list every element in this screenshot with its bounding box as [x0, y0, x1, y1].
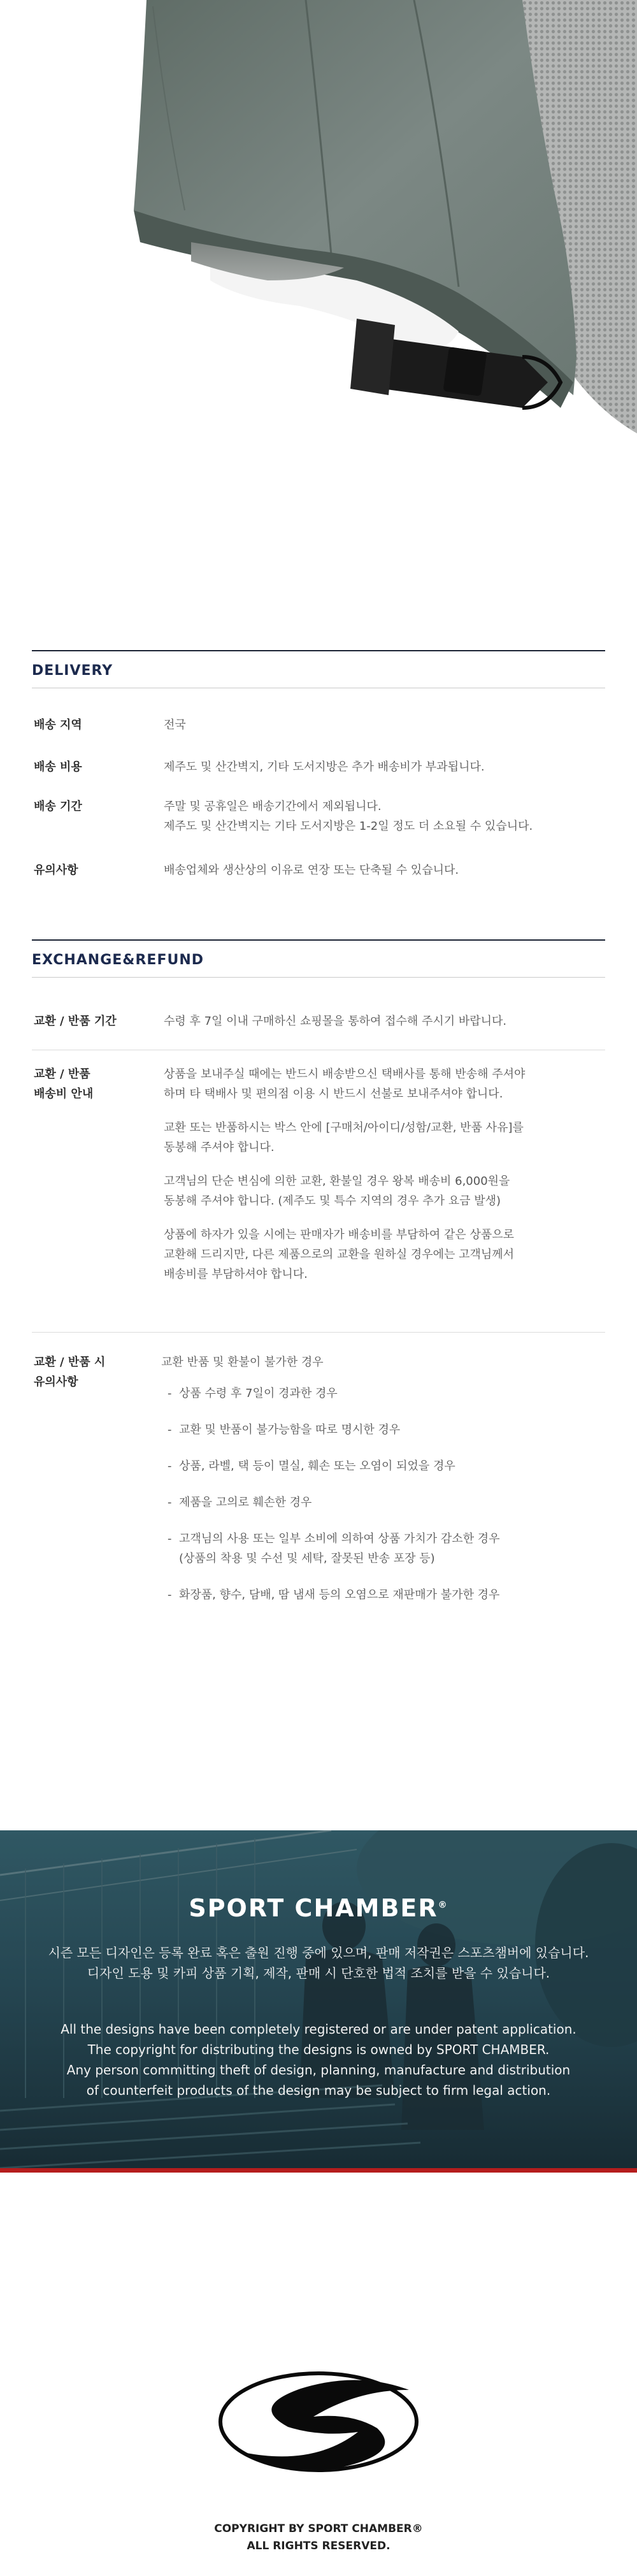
delivery-cost-label: 배송 비용 — [34, 760, 82, 774]
s-swoosh-logo-icon — [218, 2371, 419, 2473]
product-photo — [0, 0, 637, 484]
delivery-notice-label: 유의사항 — [34, 864, 78, 877]
delivery-period-value — [164, 797, 610, 836]
banner-brand-text: SPORT CHAMBER — [189, 1894, 438, 1922]
fee-text: 하며 타 택배사 및 편의점 이용 시 반드시 선불로 보내주셔야 합니다. — [164, 1087, 503, 1101]
exchange-caution-label-line: 교환 / 반품 시 — [34, 1356, 106, 1369]
exchange-fee-label-line: 교환 / 반품 — [34, 1067, 90, 1081]
fee-text: 상품을 보내주실 때에는 반드시 배송받으신 택배사를 통해 반송해 주셔야 — [164, 1067, 526, 1081]
banner-brand — [0, 1894, 637, 1922]
copyright-banner — [0, 1830, 637, 2172]
exchange-fee-label — [34, 1064, 148, 1104]
caution-item-sub: (상품의 착용 및 수선 및 세탁, 잘못된 반송 포장 등) — [179, 1552, 435, 1565]
banner-background-image — [0, 1830, 637, 2172]
exchange-period-label: 교환 / 반품 기간 — [34, 1015, 117, 1028]
caution-item — [161, 1529, 607, 1568]
delivery-area-value: 전국 — [164, 718, 186, 732]
exchange-section-header — [32, 939, 605, 978]
banner-english-line: Any person committing theft of design, planning, manufacture and distribution — [66, 2062, 571, 2078]
caution-intro: 교환 반품 및 환불이 불가한 경우 — [161, 1356, 324, 1369]
caution-item: - 상품, 라벨, 택 등이 멸실, 훼손 또는 오염이 되었을 경우 — [161, 1456, 607, 1476]
exchange-period-value: 수령 후 7일 이내 구매하신 쇼핑몰을 통하여 접수해 주시기 바랍니다. — [164, 1015, 507, 1028]
registered-mark: ® — [438, 1900, 448, 1911]
footer-copyright — [0, 2521, 637, 2555]
banner-korean-text — [0, 1943, 637, 1983]
fee-text: 동봉해 주셔야 합니다. — [164, 1141, 275, 1154]
copyright-line: ALL RIGHTS RESERVED. — [247, 2540, 390, 2552]
delivery-period-line: 주말 및 공휴일은 배송기간에서 제외됩니다. — [164, 800, 382, 813]
banner-english-line: All the designs have been completely registered or are under patent application. — [61, 2022, 576, 2037]
exchange-fee-label-line: 배송비 안내 — [34, 1087, 94, 1101]
sport-chamber-logo — [218, 2371, 419, 2473]
fee-text: 동봉해 주셔야 합니다. (제주도 및 특수 지역의 경우 추가 요금 발생) — [164, 1194, 501, 1208]
caution-list — [161, 1384, 607, 1605]
banner-english-line: The copyright for distributing the designs is owned by SPORT CHAMBER. — [87, 2042, 550, 2057]
caution-item: - 화장품, 향수, 담배, 땀 냄새 등의 오염으로 재판매가 불가한 경우 — [161, 1585, 607, 1605]
exchange-title: EXCHANGE&REFUND — [32, 952, 204, 968]
caution-item: - 제품을 고의로 훼손한 경우 — [161, 1493, 607, 1512]
caution-item: - 상품 수령 후 7일이 경과한 경우 — [161, 1384, 607, 1403]
delivery-area-label: 배송 지역 — [34, 718, 82, 732]
exchange-caution-value — [161, 1352, 607, 1621]
delivery-title: DELIVERY — [32, 663, 113, 679]
fee-text: 배송비를 부담하셔야 합니다. — [164, 1268, 308, 1281]
exchange-fee-value — [164, 1064, 610, 1284]
exchange-caution-label-line: 유의사항 — [34, 1375, 78, 1389]
delivery-notice-value: 배송업체와 생산상의 이유로 연장 또는 단축될 수 있습니다. — [164, 864, 459, 877]
fee-text: 고객님의 단순 변심에 의한 교환, 환불일 경우 왕복 배송비 6,000원을 — [164, 1175, 510, 1188]
cap-back-image — [0, 0, 637, 484]
caution-item: - 교환 및 반품이 불가능함을 따로 명시한 경우 — [161, 1420, 607, 1440]
exchange-caution-label — [34, 1352, 148, 1392]
copyright-line: COPYRIGHT BY SPORT CHAMBER® — [214, 2522, 423, 2535]
divider — [32, 1332, 605, 1333]
caution-item-text: 고객님의 사용 또는 일부 소비에 의하여 상품 가치가 감소한 경우 — [179, 1532, 500, 1545]
banner-korean-line: 시즌 모든 디자인은 등록 완료 혹은 출원 진행 중에 있으며, 판매 저작권은 스포츠챔버에 있습니다. — [48, 1945, 589, 1960]
banner-english-text — [0, 2019, 637, 2101]
banner-accent-line — [0, 2168, 637, 2173]
fee-text: 교환해 드리지만, 다른 제품으로의 교환을 원하실 경우에는 고객님께서 — [164, 1248, 515, 1261]
delivery-section-header — [32, 650, 605, 688]
banner-english-line: of counterfeit products of the design may be subject to firm legal action. — [86, 2083, 551, 2098]
fee-text: 상품에 하자가 있을 시에는 판매자가 배송비를 부담하여 같은 상품으로 — [164, 1228, 515, 1241]
delivery-cost-value: 제주도 및 산간벽지, 기타 도서지방은 추가 배송비가 부과됩니다. — [164, 760, 485, 774]
banner-korean-line: 디자인 도용 및 카피 상품 기획, 제작, 판매 시 단호한 법적 조치를 받을 수 있습니다. — [87, 1965, 550, 1981]
delivery-period-label: 배송 기간 — [34, 800, 82, 813]
delivery-period-line: 제주도 및 산간벽지는 기타 도서지방은 1-2일 정도 더 소요될 수 있습니다. — [164, 820, 533, 833]
fee-text: 교환 또는 반품하시는 박스 안에 [구매처/아이디/성함/교환, 반품 사유]를 — [164, 1121, 524, 1134]
